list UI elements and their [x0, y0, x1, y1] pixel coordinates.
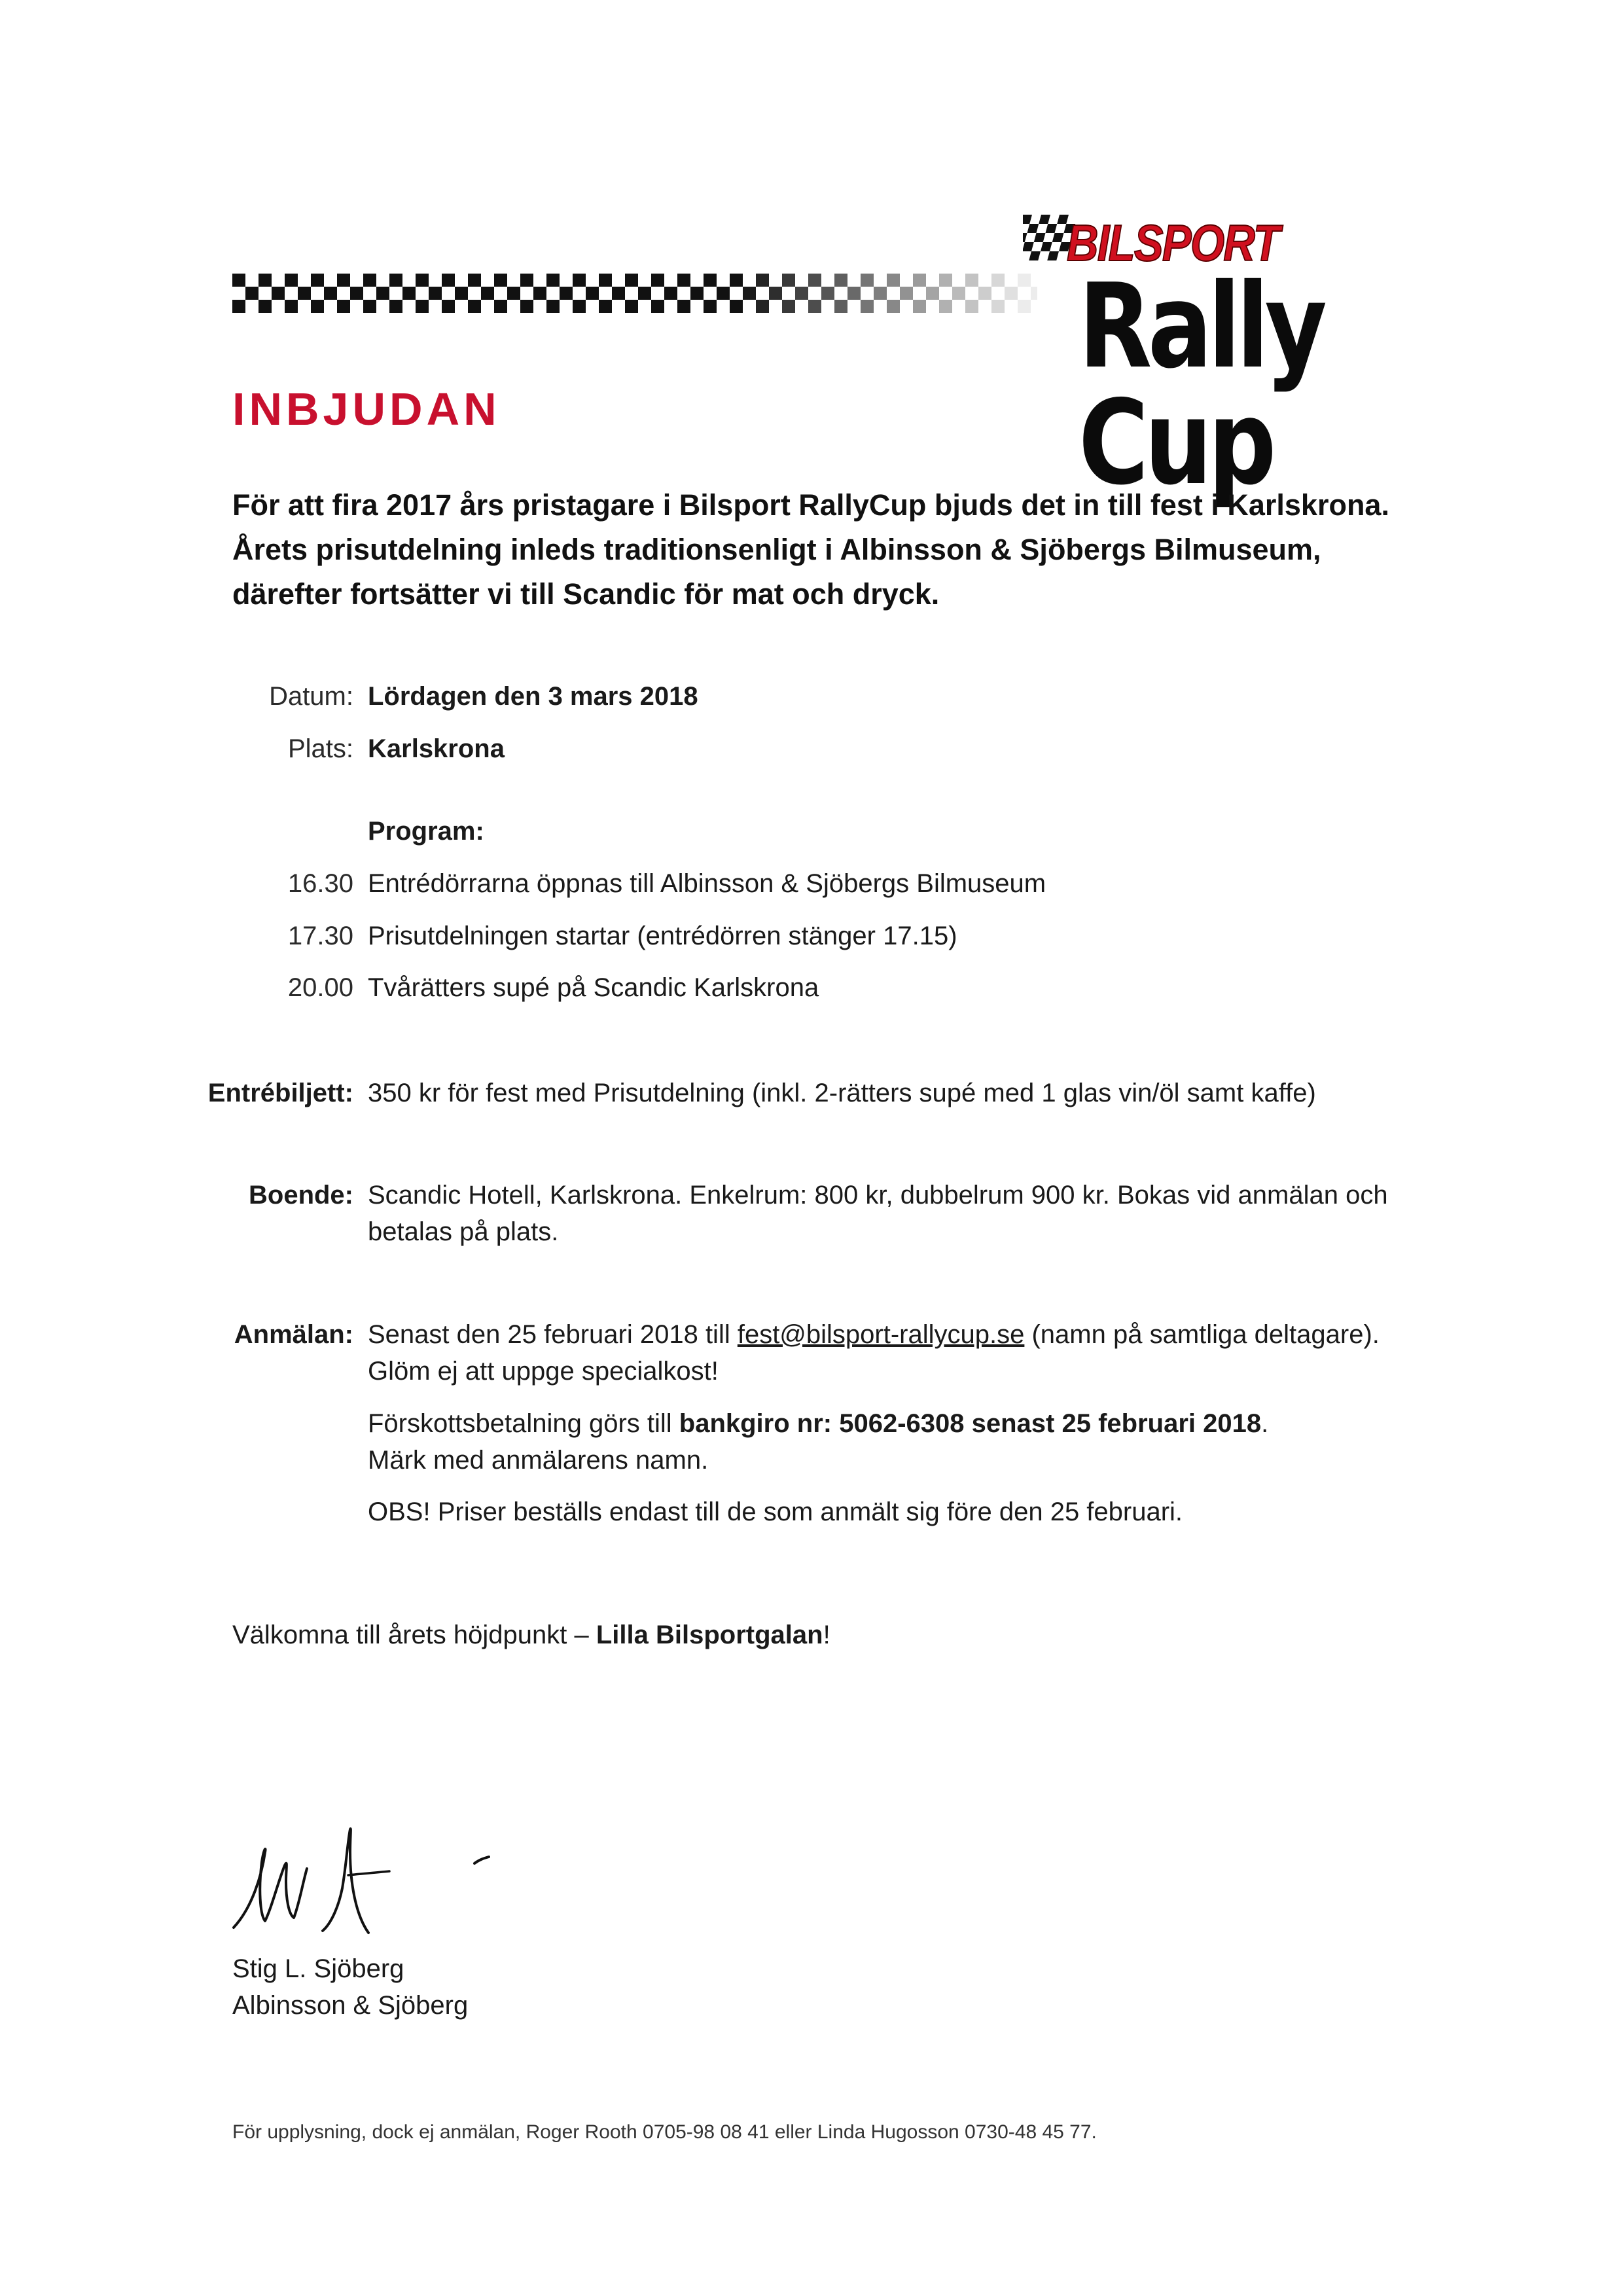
datum-label: Datum: [269, 682, 353, 711]
signer-company: Albinsson & Sjöberg [232, 1991, 469, 2020]
payment-info [368, 1405, 1402, 1479]
plats-label: Plats: [287, 734, 353, 763]
payment-pre: Förskottsbetalning görs till [368, 1409, 679, 1438]
program-item: Prisutdelningen startar (entrédörren stänger 17.15) [368, 922, 957, 950]
signer-block [232, 1950, 468, 2024]
payment-line-2: Märk med anmälarens namn. [368, 1446, 709, 1475]
payment-post: . [1261, 1409, 1269, 1438]
program-heading: Program: [368, 817, 484, 846]
entre-value: 350 kr för fest med Prisutdelning (inkl. 2-rätters supé med 1 glas vin/öl samt kaffe) [368, 1079, 1316, 1107]
intro-line-2: Årets prisutdelning inleds traditionsenligt i Albinsson & Sjöbergs Bilmuseum, [232, 533, 1321, 566]
anmalan-line-2: Glöm ej att uppge specialkost! [368, 1357, 719, 1386]
page-title: INBJUDAN [232, 384, 501, 435]
program-item: Tvårätters supé på Scandic Karlskrona [368, 973, 819, 1002]
anmalan-post: (namn på samtliga deltagare). [1024, 1320, 1380, 1349]
logo-bilsport-text: BILSPORT [1067, 214, 1279, 272]
welcome-line [232, 1617, 830, 1653]
entre-label: Entrébiljett: [207, 1079, 353, 1107]
intro-line-1: För att fira 2017 års pristagare i Bilsport RallyCup bjuds det in till fest i Karlskrona. [232, 488, 1389, 522]
payment-line-1 [368, 1405, 1402, 1442]
anmalan-value [368, 1316, 1402, 1390]
footer-contact: För upplysning, dock ej anmälan, Roger Rooth 0705-98 08 41 eller Linda Hugosson 0730-48 45 77. [232, 2121, 1097, 2143]
anmalan-line-1 [368, 1316, 1402, 1353]
boende-value [368, 1177, 1402, 1250]
intro-line-3: därefter fortsätter vi till Scandic för mat och dryck. [232, 577, 940, 611]
anmalan-pre: Senast den 25 februari 2018 till [368, 1320, 738, 1349]
datum-value: Lördagen den 3 mars 2018 [368, 682, 698, 711]
logo-rallycup-text: Rally Cup [1079, 259, 1323, 511]
anmalan-label: Anmälan: [234, 1320, 353, 1349]
obs-note: OBS! Priser beställs endast till de som anmält sig före den 25 februari. [368, 1498, 1183, 1526]
handwritten-signature [226, 1790, 514, 1947]
welcome-post: ! [823, 1621, 830, 1649]
plats-value: Karlskrona [368, 734, 505, 763]
boende-label: Boende: [249, 1181, 353, 1210]
program-time: 20.00 [287, 973, 353, 1002]
boende-line-1: Scandic Hotell, Karlskrona. Enkelrum: 800 kr, dubbelrum 900 kr. Bokas vid anmälan och [368, 1181, 1388, 1210]
payment-bankgiro: bankgiro nr: 5062-6308 senast 25 februari 2018 [679, 1409, 1262, 1438]
program-time: 17.30 [287, 922, 353, 950]
program-item: Entrédörrarna öppnas till Albinsson & Sjöbergs Bilmuseum [368, 869, 1046, 898]
email-link[interactable]: fest@bilsport-rallycup.se [737, 1320, 1025, 1349]
program-time: 16.30 [287, 869, 353, 898]
welcome-pre: Välkomna till årets höjdpunkt – [232, 1621, 596, 1649]
welcome-event-name: Lilla Bilsportgalan [596, 1621, 823, 1649]
boende-line-2: betalas på plats. [368, 1217, 559, 1246]
signer-name: Stig L. Sjöberg [232, 1954, 404, 1983]
